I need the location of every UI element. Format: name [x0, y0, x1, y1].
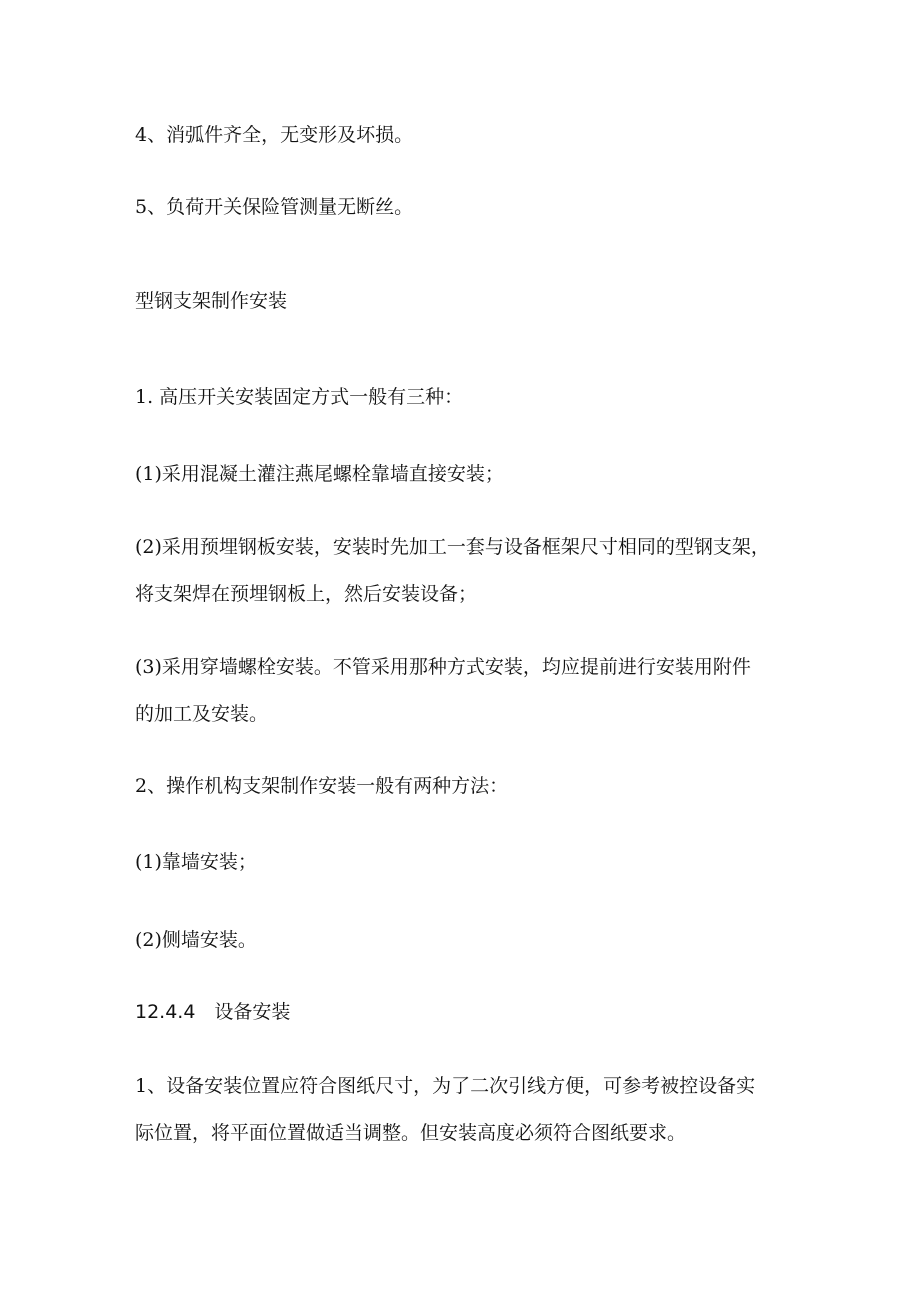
text-line-1-3b: 的加工及安装。: [135, 703, 269, 725]
subsection-heading: 12.4.4 设备安装: [135, 1001, 291, 1023]
text-line-1-1: (1)采用混凝土灌注燕尾螺栓靠墙直接安装；: [135, 463, 504, 485]
text-line-2-1: (1)靠墙安装；: [135, 851, 257, 873]
text-line-1: 1. 高压开关安装固定方式一般有三种：: [135, 386, 464, 408]
text-line-1-2a: (2)采用预埋钢板安装，安装时先加工一套与设备框架尺寸相同的型钢支架，: [135, 536, 770, 558]
text-line-equip-1a: 1、设备安装位置应符合图纸尺寸，为了二次引线方便，可参考被控设备实: [135, 1075, 756, 1097]
text-line-4: 4、消弧件齐全，无变形及坏损。: [135, 124, 414, 146]
text-line-2: 2、操作机构支架制作安装一般有两种方法：: [135, 775, 509, 797]
text-line-1-2b: 将支架焊在预埋钢板上，然后安装设备；: [135, 583, 478, 605]
section-heading: 型钢支架制作安装: [135, 290, 288, 312]
text-line-5: 5、负荷开关保险管测量无断丝。: [135, 196, 414, 218]
text-line-1-3a: (3)采用穿墙螺栓安装。不管采用那种方式安装，均应提前进行安装用附件: [135, 656, 751, 678]
text-line-equip-1b: 际位置，将平面位置做适当调整。但安装高度必须符合图纸要求。: [135, 1122, 687, 1144]
text-line-2-2: (2)侧墙安装。: [135, 929, 257, 951]
